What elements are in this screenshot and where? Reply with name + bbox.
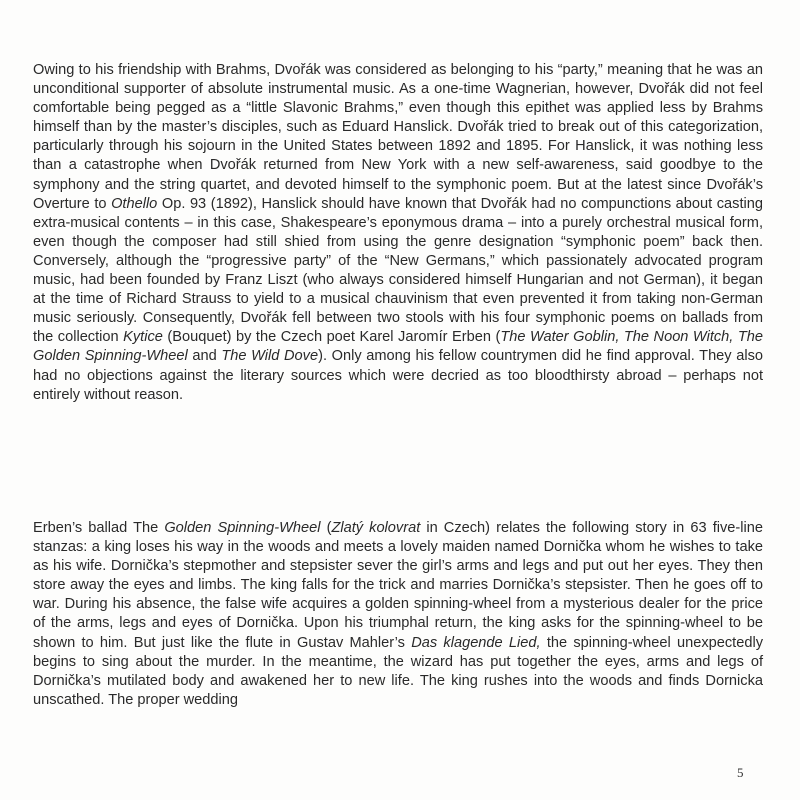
p2-segment-1: Erben’s ballad The [33, 520, 165, 536]
p2-italic-golden-spinning-wheel: Golden Spinning-Wheel [164, 520, 321, 536]
paragraph-dvorak-brahms [33, 61, 763, 405]
p1-segment-2: Op. 93 (1892), Hanslick should have known that Dvořák had no compunctions about casting extra-musical contents – in this case, Shakespeare’s eponymous drama – into a purely orchestral musical form, even though the composer had still shied from using the genre designation “symphonic poem” back then. Conversely, although the “progressive party” of the “New Germans,” which passionately advocated program music, had been founded by Franz Liszt (who always considered himself Hungarian and not German), it began at the time of Richard Strauss to yield to a musical chauvinism that even prevented it from taking non-German music seriously. Consequently, Dvořák fell between two stools with his four symphonic poems on ballads from the collection [33, 195, 763, 346]
paragraph-2-text [33, 519, 763, 710]
p1-segment-5: ). Only among his fellow countrymen did he find approval. They also had no objections against the literary sources which were decried as too bloodthirsty abroad – perhaps not entirely without reason. [33, 348, 763, 403]
p1-italic-kytice: Kytice [123, 329, 163, 346]
p1-segment-4: and [187, 348, 222, 365]
p1-italic-poem-titles: The Water Goblin, The Noon Witch, The Golden Spinning-Wheel [33, 329, 763, 365]
p1-segment-3: (Bouquet) by the Czech poet Karel Jaromír Erben ( [162, 329, 501, 346]
p1-italic-wild-dove: The Wild Dove [221, 348, 319, 365]
p2-italic-das-klagende-lied: Das klagende Lied, [411, 634, 541, 651]
page-number: 5 [737, 765, 744, 780]
p1-segment-1: Owing to his friendship with Brahms, Dvořák was considered as belonging to his “party,” meaning that he was an unconditional supporter of absolute instrumental music. As a one-time Wagnerian, however, Dvořák did not feel comfortable being pegged as a “little Slavonic Brahms,” even though this epithet was applied less by Brahms himself than by the master’s disciples, such as Eduard Hanslick. Dvořák tried to break out of this categorization, particularly through his sojourn in the United States between 1892 and 1895. For Hanslick, it was nothing less than a catastrophe when Dvořák returned from New York with a new self-awareness, said goodbye to the symphony and the string quartet, and devoted himself to the symphonic poem. But at the latest since Dvořák’s Overture to [33, 62, 763, 212]
p2-italic-zlaty-kolovrat: Zlatý kolovrat [331, 520, 421, 536]
p2-segment-2: ( [320, 520, 332, 536]
p1-italic-othello: Othello [111, 195, 158, 212]
paragraph-golden-spinning-wheel [33, 519, 763, 710]
paragraph-1-text [33, 61, 763, 405]
p2-segment-4: the spinning-wheel unexpectedly begins to sing about the murder. In the meantime, the wizard has put together the eyes, arms and legs of Dornička’s mutilated body and awakened her to new life. The king rushes into the woods and finds Dornicka unscathed. The proper wedding [33, 634, 763, 708]
p2-segment-3: in Czech) relates the following story in 63 five-line stanzas: a king loses his way in the woods and meets a lovely maiden named Dornička whom he wishes to take as his wife. Dornička’s stepmother and stepsister sever the girl’s arms and legs and put out her eyes. They then store away the eyes and limbs. The king falls for the trick and marries Dornička’s stepsister. Then he goes off to war. During his absence, the false wife acquires a golden spinning-wheel from a mysterious dealer for the price of the arms, legs and eyes of Dornička. Upon his triumphal return, the king asks for the spinning-wheel to be shown to him. But just like the flute in Gustav Mahler’s [33, 520, 763, 651]
